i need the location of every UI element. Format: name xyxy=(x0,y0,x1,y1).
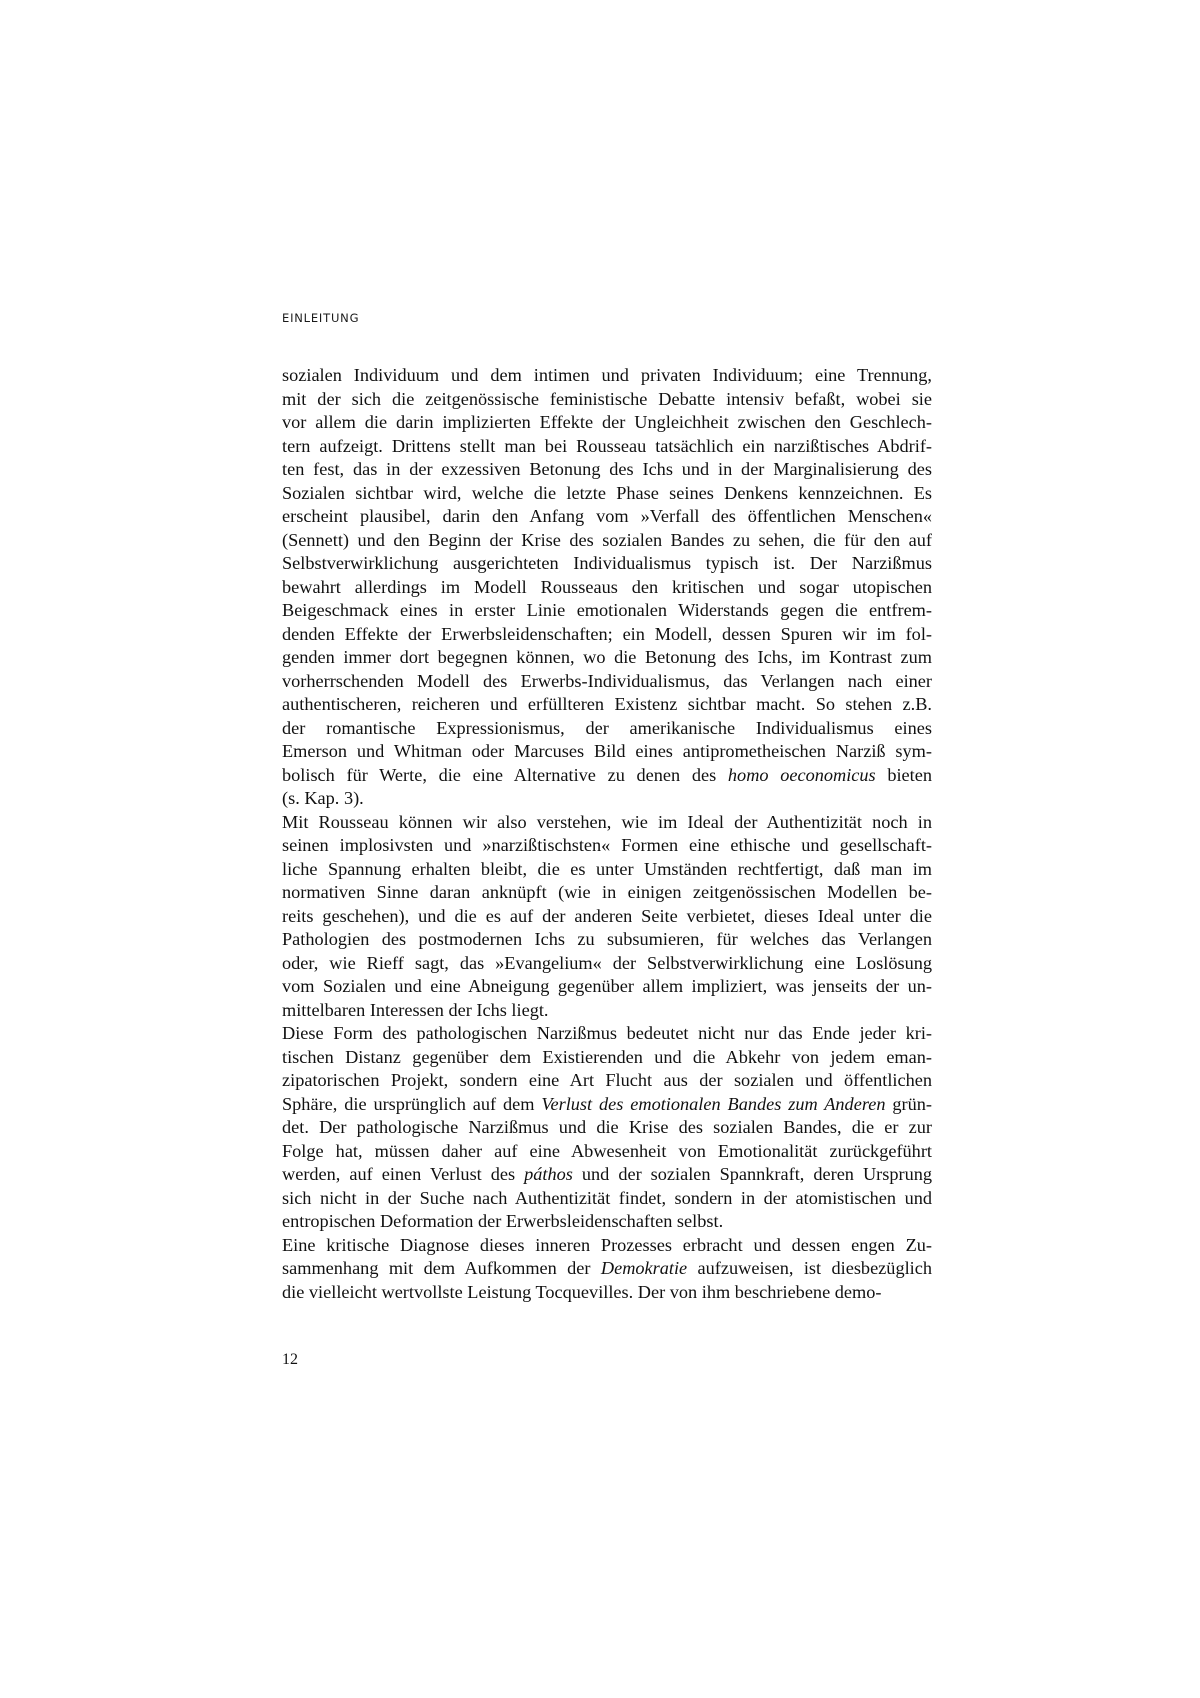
text-line xyxy=(282,1046,932,1070)
text-line xyxy=(282,1234,932,1258)
text-run: grün- xyxy=(885,1093,932,1114)
text-line xyxy=(282,764,932,788)
text-run: zipatorischen Projekt, sondern eine Art Flucht aus der sozialen und öffentlichen xyxy=(282,1070,932,1090)
text-line xyxy=(282,1281,932,1305)
text-line xyxy=(282,905,932,929)
text-line xyxy=(282,1116,932,1140)
italic-text: homo oeconomicus xyxy=(727,764,876,785)
text-run: reits geschehen), und die es auf der anderen Seite verbietet, dieses Ideal unter die xyxy=(282,905,932,926)
italic-text: Demokratie xyxy=(600,1258,688,1278)
text-run: vom Sozialen und eine Abneigung gegenüber allem impliziert, was jenseits der un- xyxy=(282,976,932,996)
text-line xyxy=(282,599,932,623)
text-line xyxy=(282,670,932,694)
text-run: normativen Sinne daran anknüpft (wie in einigen zeitgenössischen Modellen be- xyxy=(282,882,932,902)
text-run: und der sozialen Spannkraft, deren Ursprung xyxy=(572,1164,932,1184)
text-line xyxy=(282,858,932,882)
text-run: bieten xyxy=(875,764,932,785)
text-line xyxy=(282,505,932,529)
text-run: Selbstverwirklichung ausgerichteten Individualismus typisch ist. Der Narzißmus xyxy=(282,553,932,573)
text-run: Sozialen sichtbar wird, welche die letzte Phase seines Denkens kennzeichnen. Es xyxy=(282,482,932,503)
text-line xyxy=(282,999,932,1023)
text-run: (s. Kap. 3). xyxy=(282,788,364,808)
text-run: Diese Form des pathologischen Narzißmus bedeutet nicht nur das Ende jeder kri- xyxy=(282,1023,932,1043)
text-run: entropischen Deformation der Erwerbsleidenschaften selbst. xyxy=(282,1211,724,1231)
text-line xyxy=(282,1257,932,1281)
text-line xyxy=(282,411,932,435)
text-run: vor allem die darin implizierten Effekte der Ungleichheit zwischen den Geschlech- xyxy=(282,412,932,432)
text-line xyxy=(282,928,932,952)
text-line xyxy=(282,1022,932,1046)
text-line xyxy=(282,693,932,717)
text-run: (Sennett) und den Beginn der Krise des sozialen Bandes zu sehen, die für den auf xyxy=(282,529,932,550)
text-run: sammenhang mit dem Aufkommen der xyxy=(282,1258,601,1278)
text-run: Emerson und Whitman oder Marcuses Bild eines antiprometheischen Narziß sym- xyxy=(282,741,932,761)
text-line xyxy=(282,646,932,670)
text-run: Beigeschmack eines in erster Linie emotionalen Widerstands gegen die entfrem- xyxy=(282,600,932,620)
text-line xyxy=(282,717,932,741)
text-line xyxy=(282,1187,932,1211)
text-run: seinen implosivsten und »narzißtischsten« Formen eine ethische und gesellschaft- xyxy=(282,835,932,855)
text-run: werden, auf einen Verlust des xyxy=(282,1164,525,1184)
text-line xyxy=(282,740,932,764)
text-line xyxy=(282,1140,932,1164)
text-line xyxy=(282,435,932,459)
italic-text: páthos xyxy=(524,1164,573,1184)
text-line xyxy=(282,552,932,576)
text-line xyxy=(282,811,932,835)
body-text xyxy=(282,364,932,1304)
text-line xyxy=(282,975,932,999)
text-line xyxy=(282,364,932,388)
text-run: tischen Distanz gegenüber dem Existierenden und die Abkehr von jedem eman- xyxy=(282,1046,932,1067)
text-run: genden immer dort begegnen können, wo die Betonung des Ichs, im Kontrast zum xyxy=(282,647,932,667)
italic-text: Verlust des emotionalen Bandes zum Anderen xyxy=(541,1093,886,1114)
text-line xyxy=(282,482,932,506)
text-run: oder, wie Rieff sagt, das »Evangelium« der Selbstverwirklichung eine Loslösung xyxy=(282,952,932,973)
text-line xyxy=(282,1210,932,1234)
text-run: die vielleicht wertvollste Leistung Tocquevilles. Der von ihm beschriebene demo- xyxy=(282,1281,882,1302)
text-line xyxy=(282,458,932,482)
text-line xyxy=(282,576,932,600)
text-run: Sphäre, die ursprünglich auf dem xyxy=(282,1093,542,1114)
text-line xyxy=(282,529,932,553)
text-run: vorherrschenden Modell des Erwerbs-Individualismus, das Verlangen nach einer xyxy=(282,670,932,691)
text-run: ten fest, das in der exzessiven Betonung des Ichs und in der Marginalisierung des xyxy=(282,459,932,479)
text-run: mit der sich die zeitgenössische feministische Debatte intensiv befaßt, wobei sie xyxy=(282,388,932,409)
text-run: sozialen Individuum und dem intimen und privaten Individuum; eine Trennung, xyxy=(282,365,932,385)
text-run: Folge hat, müssen daher auf eine Abwesenheit von Emotionalität zurückgeführt xyxy=(282,1140,932,1161)
text-line xyxy=(282,1163,932,1187)
text-run: liche Spannung erhalten bleibt, die es unter Umständen rechtfertigt, daß man im xyxy=(282,858,932,879)
text-line xyxy=(282,834,932,858)
text-run: authentischeren, reicheren und erfüllteren Existenz sichtbar macht. So stehen z.B. xyxy=(282,694,932,714)
text-run: bewahrt allerdings im Modell Rousseaus den kritischen und sogar utopischen xyxy=(282,576,932,597)
text-run: det. Der pathologische Narzißmus und die Krise des sozialen Bandes, die er zur xyxy=(282,1117,932,1137)
text-line xyxy=(282,881,932,905)
text-line xyxy=(282,787,932,811)
text-run: der romantische Expressionismus, der amerikanische Individualismus eines xyxy=(282,717,932,738)
text-line xyxy=(282,388,932,412)
text-run: erscheint plausibel, darin den Anfang vom »Verfall des öffentlichen Menschen« xyxy=(282,506,932,526)
page-number: 12 xyxy=(282,1351,298,1368)
running-head: EINLEITUNG xyxy=(282,311,360,325)
text-run: bolisch für Werte, die eine Alternative zu denen des xyxy=(282,764,728,785)
text-run: Pathologien des postmodernen Ichs zu subsumieren, für welches das Verlangen xyxy=(282,929,932,949)
text-run: sich nicht in der Suche nach Authentizität findet, sondern in der atomistischen und xyxy=(282,1187,932,1208)
text-run: Mit Rousseau können wir also verstehen, wie im Ideal der Authentizität noch in xyxy=(282,811,932,832)
text-run: mittelbaren Interessen der Ichs liegt. xyxy=(282,999,549,1020)
text-run: tern aufzeigt. Drittens stellt man bei Rousseau tatsächlich ein narzißtisches Abdrif- xyxy=(282,435,932,456)
text-line xyxy=(282,1093,932,1117)
text-line xyxy=(282,1069,932,1093)
text-line xyxy=(282,952,932,976)
text-run: Eine kritische Diagnose dieses inneren Prozesses erbracht und dessen engen Zu- xyxy=(282,1234,932,1255)
text-run: aufzuweisen, ist diesbezüglich xyxy=(687,1258,932,1278)
text-line xyxy=(282,623,932,647)
text-run: denden Effekte der Erwerbsleidenschaften; ein Modell, dessen Spuren wir im fol- xyxy=(282,623,932,644)
